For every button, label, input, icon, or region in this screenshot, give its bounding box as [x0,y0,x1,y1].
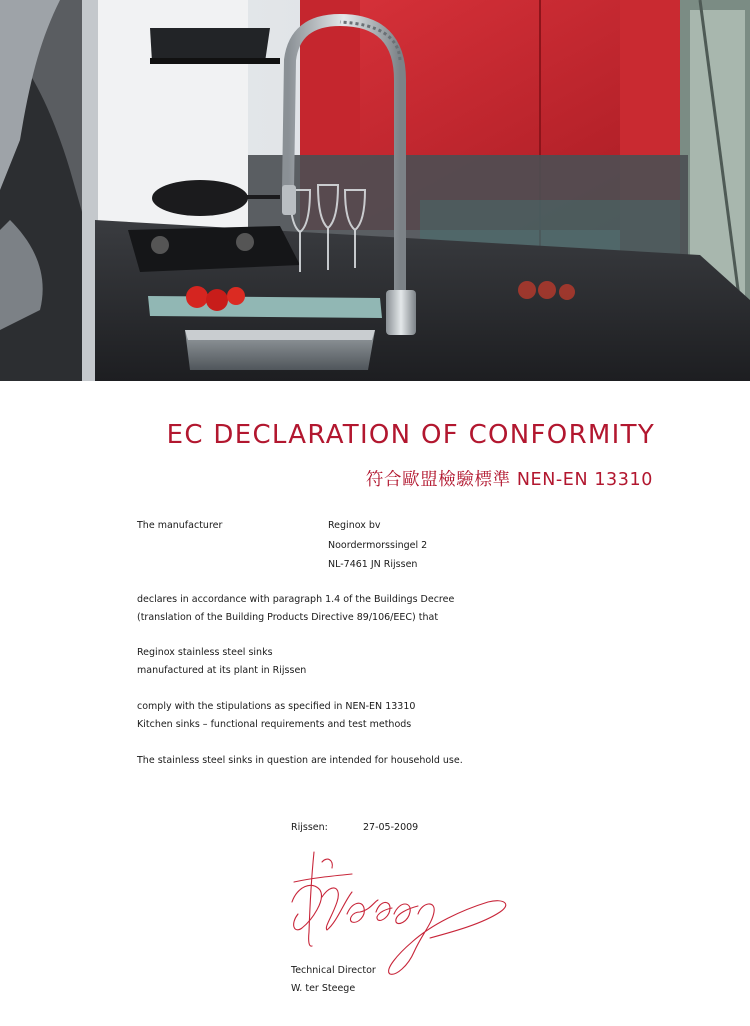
usage-statement: The stainless steel sinks in question are intended for household use. [137,755,463,766]
manufacturer-name: Reginox bv [328,520,381,531]
page-subtitle: 符合歐盟檢驗標準 NEN-EN 13310 [365,470,653,490]
manufacturer-address-line-1: Noordermorssingel 2 [328,540,428,551]
compliance-line-1: comply with the stipulations as specified in NEN-EN 13310 [137,701,416,712]
product-line-2: manufactured at its plant in Rijssen [137,665,307,676]
manufacturer-address-line-2: NL-7461 JN Rijssen [328,559,418,570]
compliance-line-2: Kitchen sinks – functional requirements and test methods [137,719,412,730]
declaration-line-2: (translation of the Building Products Directive 89/106/EEC) that [137,612,439,623]
signatory-role: Technical Director [291,965,376,976]
kitchen-sink-photo [0,0,750,381]
page-title: EC DECLARATION OF CONFORMITY [166,420,655,450]
signoff-date: 27-05-2009 [363,822,419,833]
declaration-line-1: declares in accordance with paragraph 1.4 of the Buildings Decree [137,594,455,605]
manufacturer-label: The manufacturer [137,520,223,531]
product-line-1: Reginox stainless steel sinks [137,647,273,658]
signoff-place: Rijssen: [291,822,328,833]
signatory-name: W. ter Steege [291,983,356,994]
